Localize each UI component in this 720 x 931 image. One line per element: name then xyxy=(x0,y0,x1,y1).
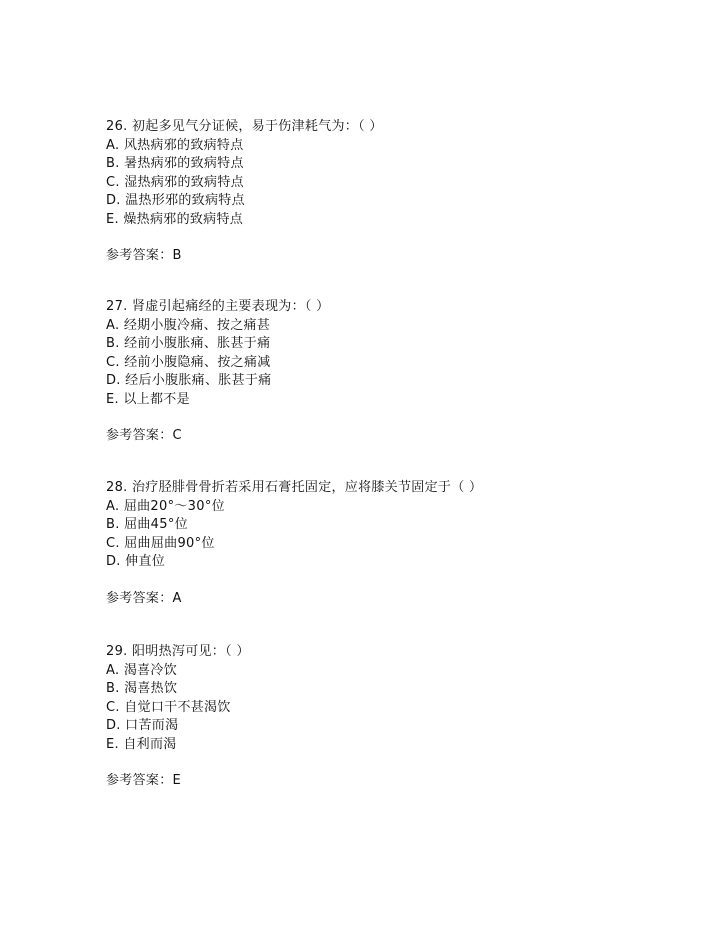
option-c: C. 屈曲屈曲90°位 xyxy=(106,535,215,551)
option-a: A. 风热病邪的致病特点 xyxy=(106,137,244,153)
question-28 xyxy=(106,479,666,608)
option-e: E. 自利而渴 xyxy=(106,736,177,752)
option-c: C. 经前小腹隐痛、按之痛减 xyxy=(106,354,271,370)
reference-answer: 参考答案：B xyxy=(106,248,182,263)
question-29 xyxy=(106,643,666,791)
option-a: A. 经期小腹冷痛、按之痛甚 xyxy=(106,317,271,333)
option-a: A. 屈曲20°～30°位 xyxy=(106,498,225,514)
reference-answer: 参考答案：E xyxy=(106,773,182,788)
option-c: C. 湿热病邪的致病特点 xyxy=(106,174,244,190)
question-stem: 26. 初起多见气分证候，易于伤津耗气为：（ ） xyxy=(106,119,383,134)
question-27 xyxy=(106,298,666,446)
option-b: B. 经前小腹胀痛、胀甚于痛 xyxy=(106,336,271,351)
option-c: C. 自觉口干不甚渴饮 xyxy=(106,699,231,715)
question-26 xyxy=(106,118,666,266)
question-stem: 28. 治疗胫腓骨骨折若采用石膏托固定，应将膝关节固定于（ ） xyxy=(106,480,483,495)
option-b: B. 暑热病邪的致病特点 xyxy=(106,156,244,171)
question-stem: 29. 阳明热泻可见：（ ） xyxy=(106,644,250,659)
option-a: A. 渴喜冷饮 xyxy=(106,662,178,678)
reference-answer: 参考答案：C xyxy=(106,428,182,443)
option-d: D. 伸直位 xyxy=(106,554,166,569)
option-e: E. 以上都不是 xyxy=(106,391,190,407)
option-d: D. 经后小腹胀痛、胀甚于痛 xyxy=(106,373,272,388)
reference-answer: 参考答案：A xyxy=(106,590,182,606)
option-b: B. 渴喜热饮 xyxy=(106,681,178,696)
option-e: E. 燥热病邪的致病特点 xyxy=(106,211,244,227)
option-b: B. 屈曲45°位 xyxy=(106,517,188,532)
question-stem: 27. 肾虚引起痛经的主要表现为：（ ） xyxy=(106,299,330,314)
option-d: D. 温热形邪的致病特点 xyxy=(106,193,245,208)
option-d: D. 口苦而渴 xyxy=(106,718,179,733)
